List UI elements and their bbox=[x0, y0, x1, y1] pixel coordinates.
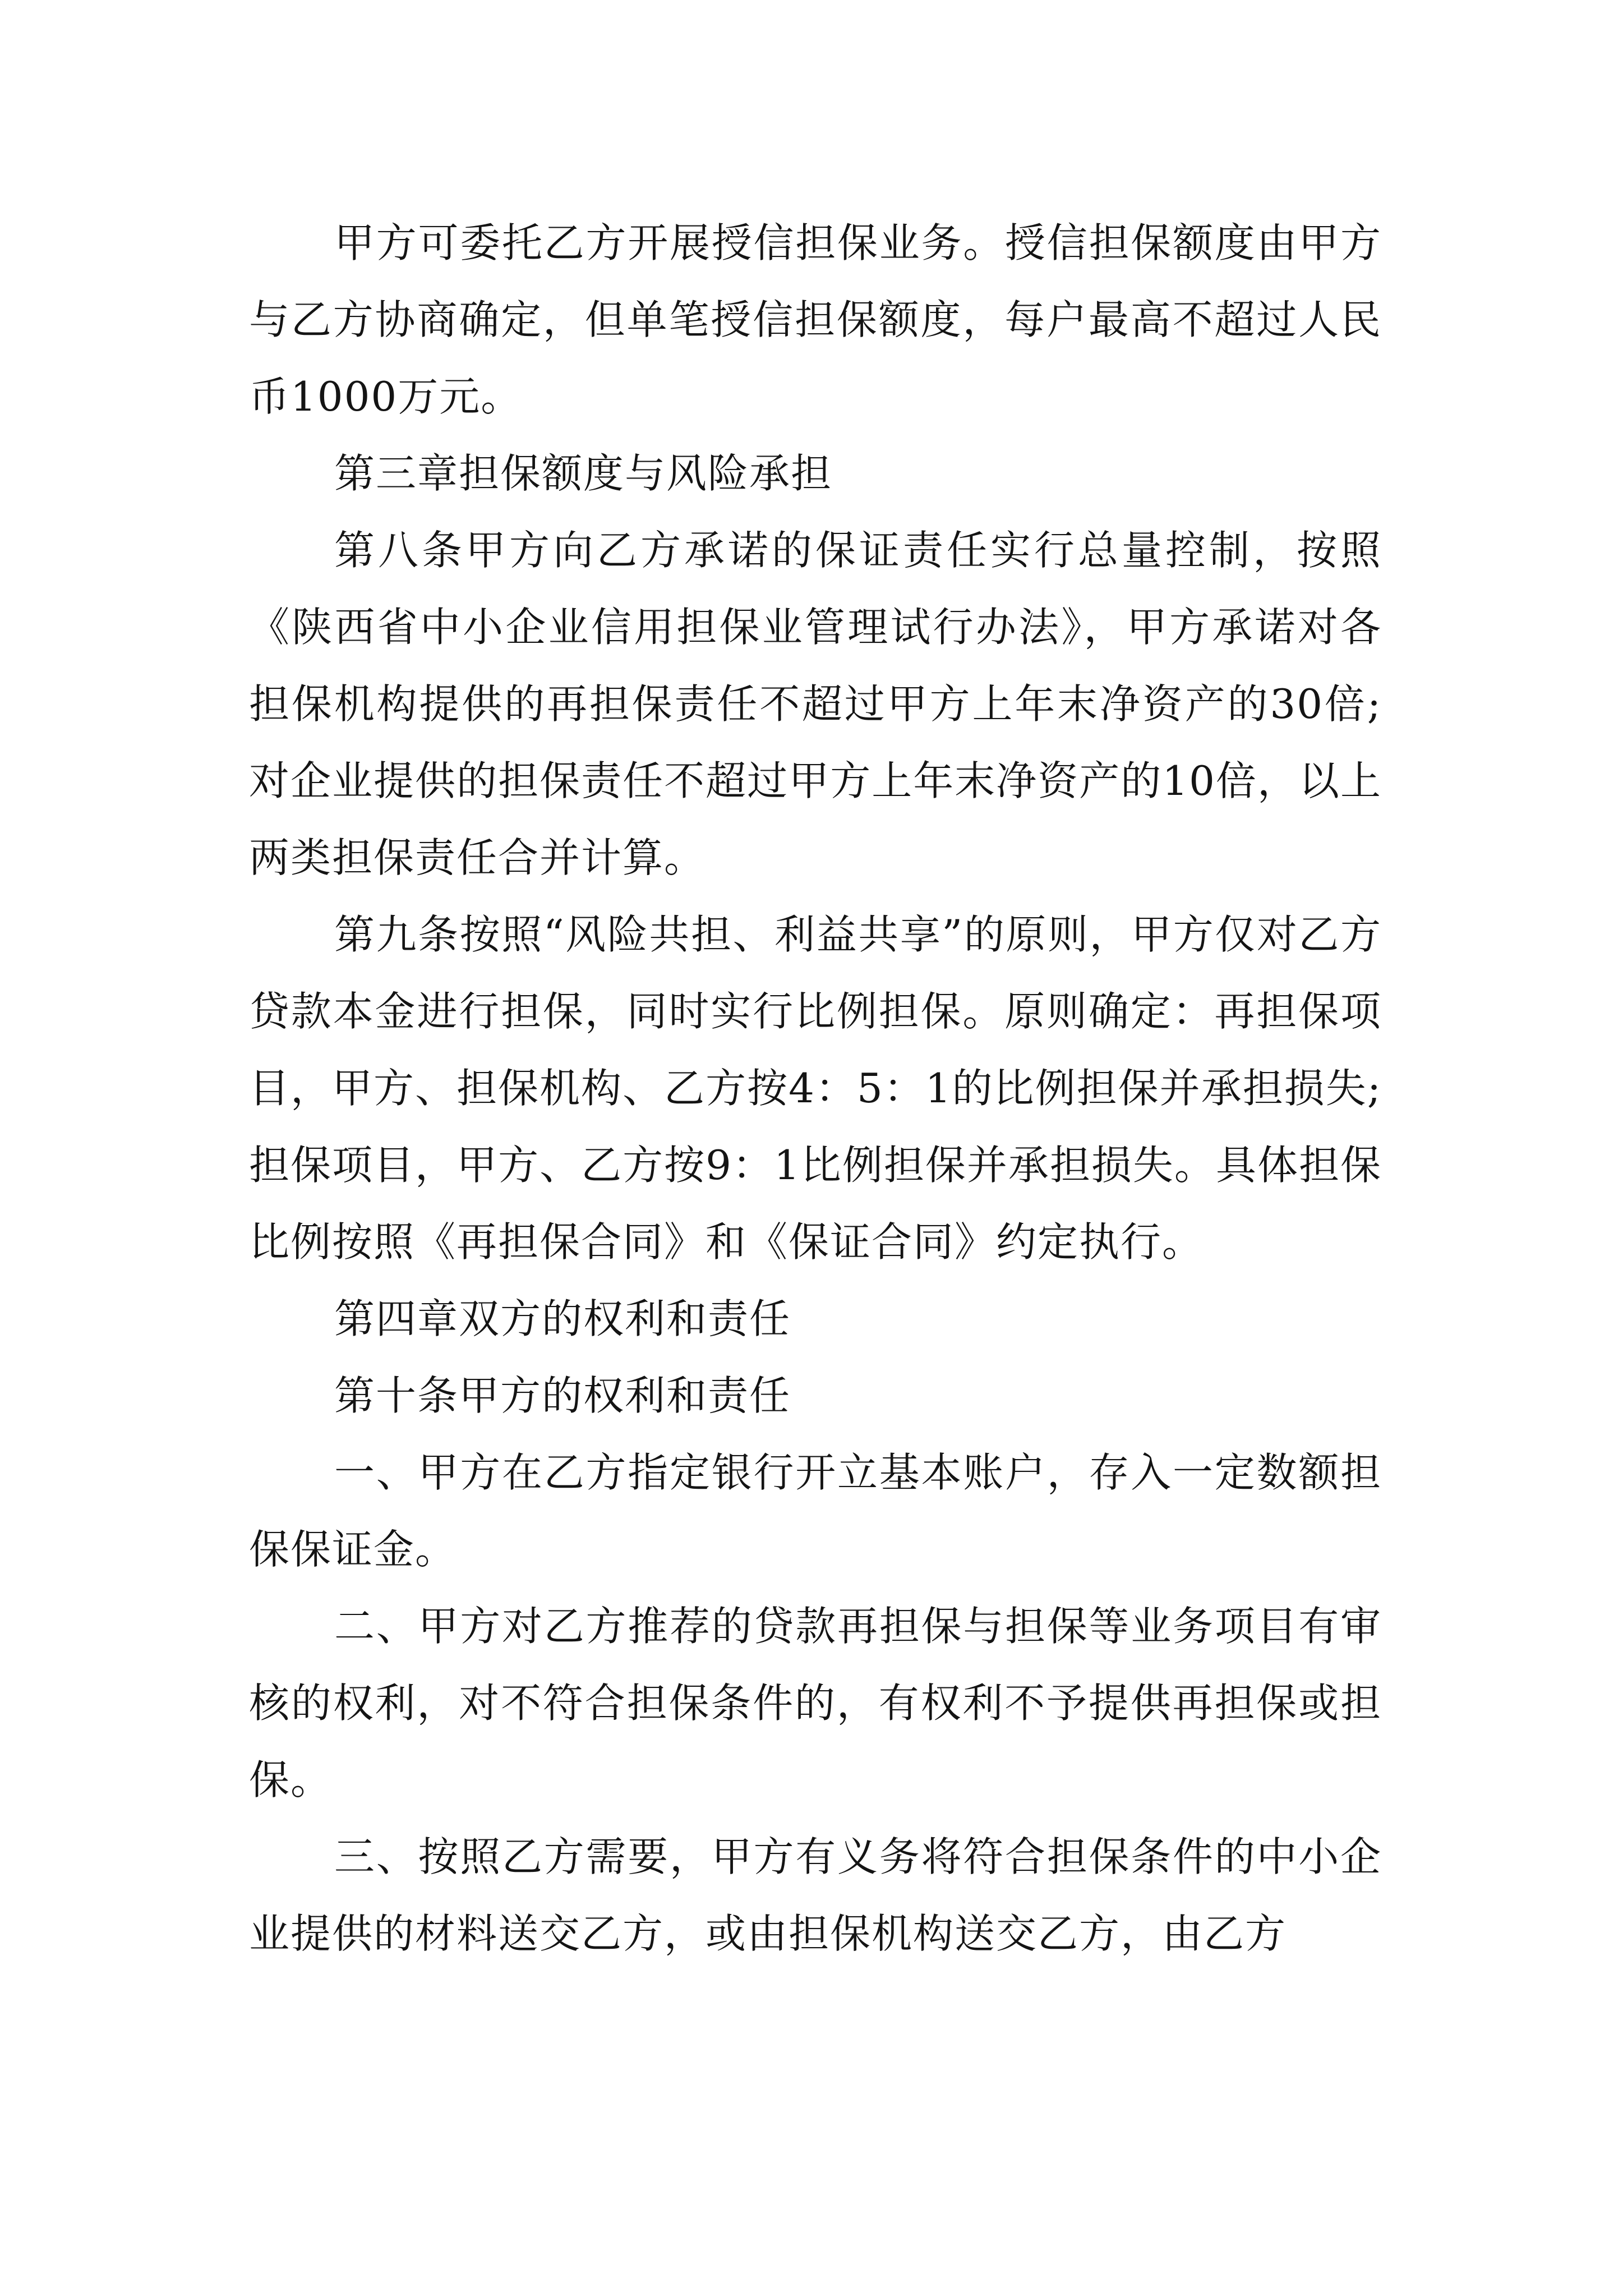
clause-2-paragraph: 二、甲方对乙方推荐的贷款再担保与担保等业务项目有审核的权利，对不符合担保条件的，有权利不予提供再担保或担保。 bbox=[249, 1603, 1382, 1803]
paragraph-credit-guarantee: 甲方可委托乙方开展授信担保业务。授信担保额度由甲方与乙方协商确定，但单笔授信担保额度，每户最高不超过人民币1000万元。 bbox=[249, 219, 1382, 420]
article-8-paragraph: 第八条甲方向乙方承诺的保证责任实行总量控制，按照《陕西省中小企业信用担保业管理试行办法》，甲方承诺对各担保机构提供的再担保责任不超过甲方上年末净资产的30倍;对企业提供的担保责任不超过甲方上年末净资产的10倍，以上两类担保责任合并计算。 bbox=[249, 527, 1382, 881]
article-10-heading: 第十条甲方的权利和责任 bbox=[334, 1372, 791, 1419]
clause-3-paragraph: 三、按照乙方需要，甲方有义务将符合担保条件的中小企业提供的材料送交乙方，或由担保机构送交乙方，由乙方 bbox=[249, 1833, 1382, 1957]
chapter-4-heading: 第四章双方的权利和责任 bbox=[334, 1295, 791, 1342]
article-9-paragraph: 第九条按照“风险共担、利益共享”的原则，甲方仅对乙方贷款本金进行担保，同时实行比例担保。原则确定：再担保项目，甲方、担保机构、乙方按4：5：1的比例担保并承担损失;担保项目，甲方、乙方按9：1比例担保并承担损失。具体担保比例按照《再担保合同》和《保证合同》约定执行。 bbox=[249, 911, 1382, 1266]
chapter-3-heading: 第三章担保额度与风险承担 bbox=[334, 450, 833, 497]
document-body bbox=[249, 205, 1382, 1972]
clause-1-paragraph: 一、甲方在乙方指定银行开立基本账户，存入一定数额担保保证金。 bbox=[249, 1449, 1382, 1573]
